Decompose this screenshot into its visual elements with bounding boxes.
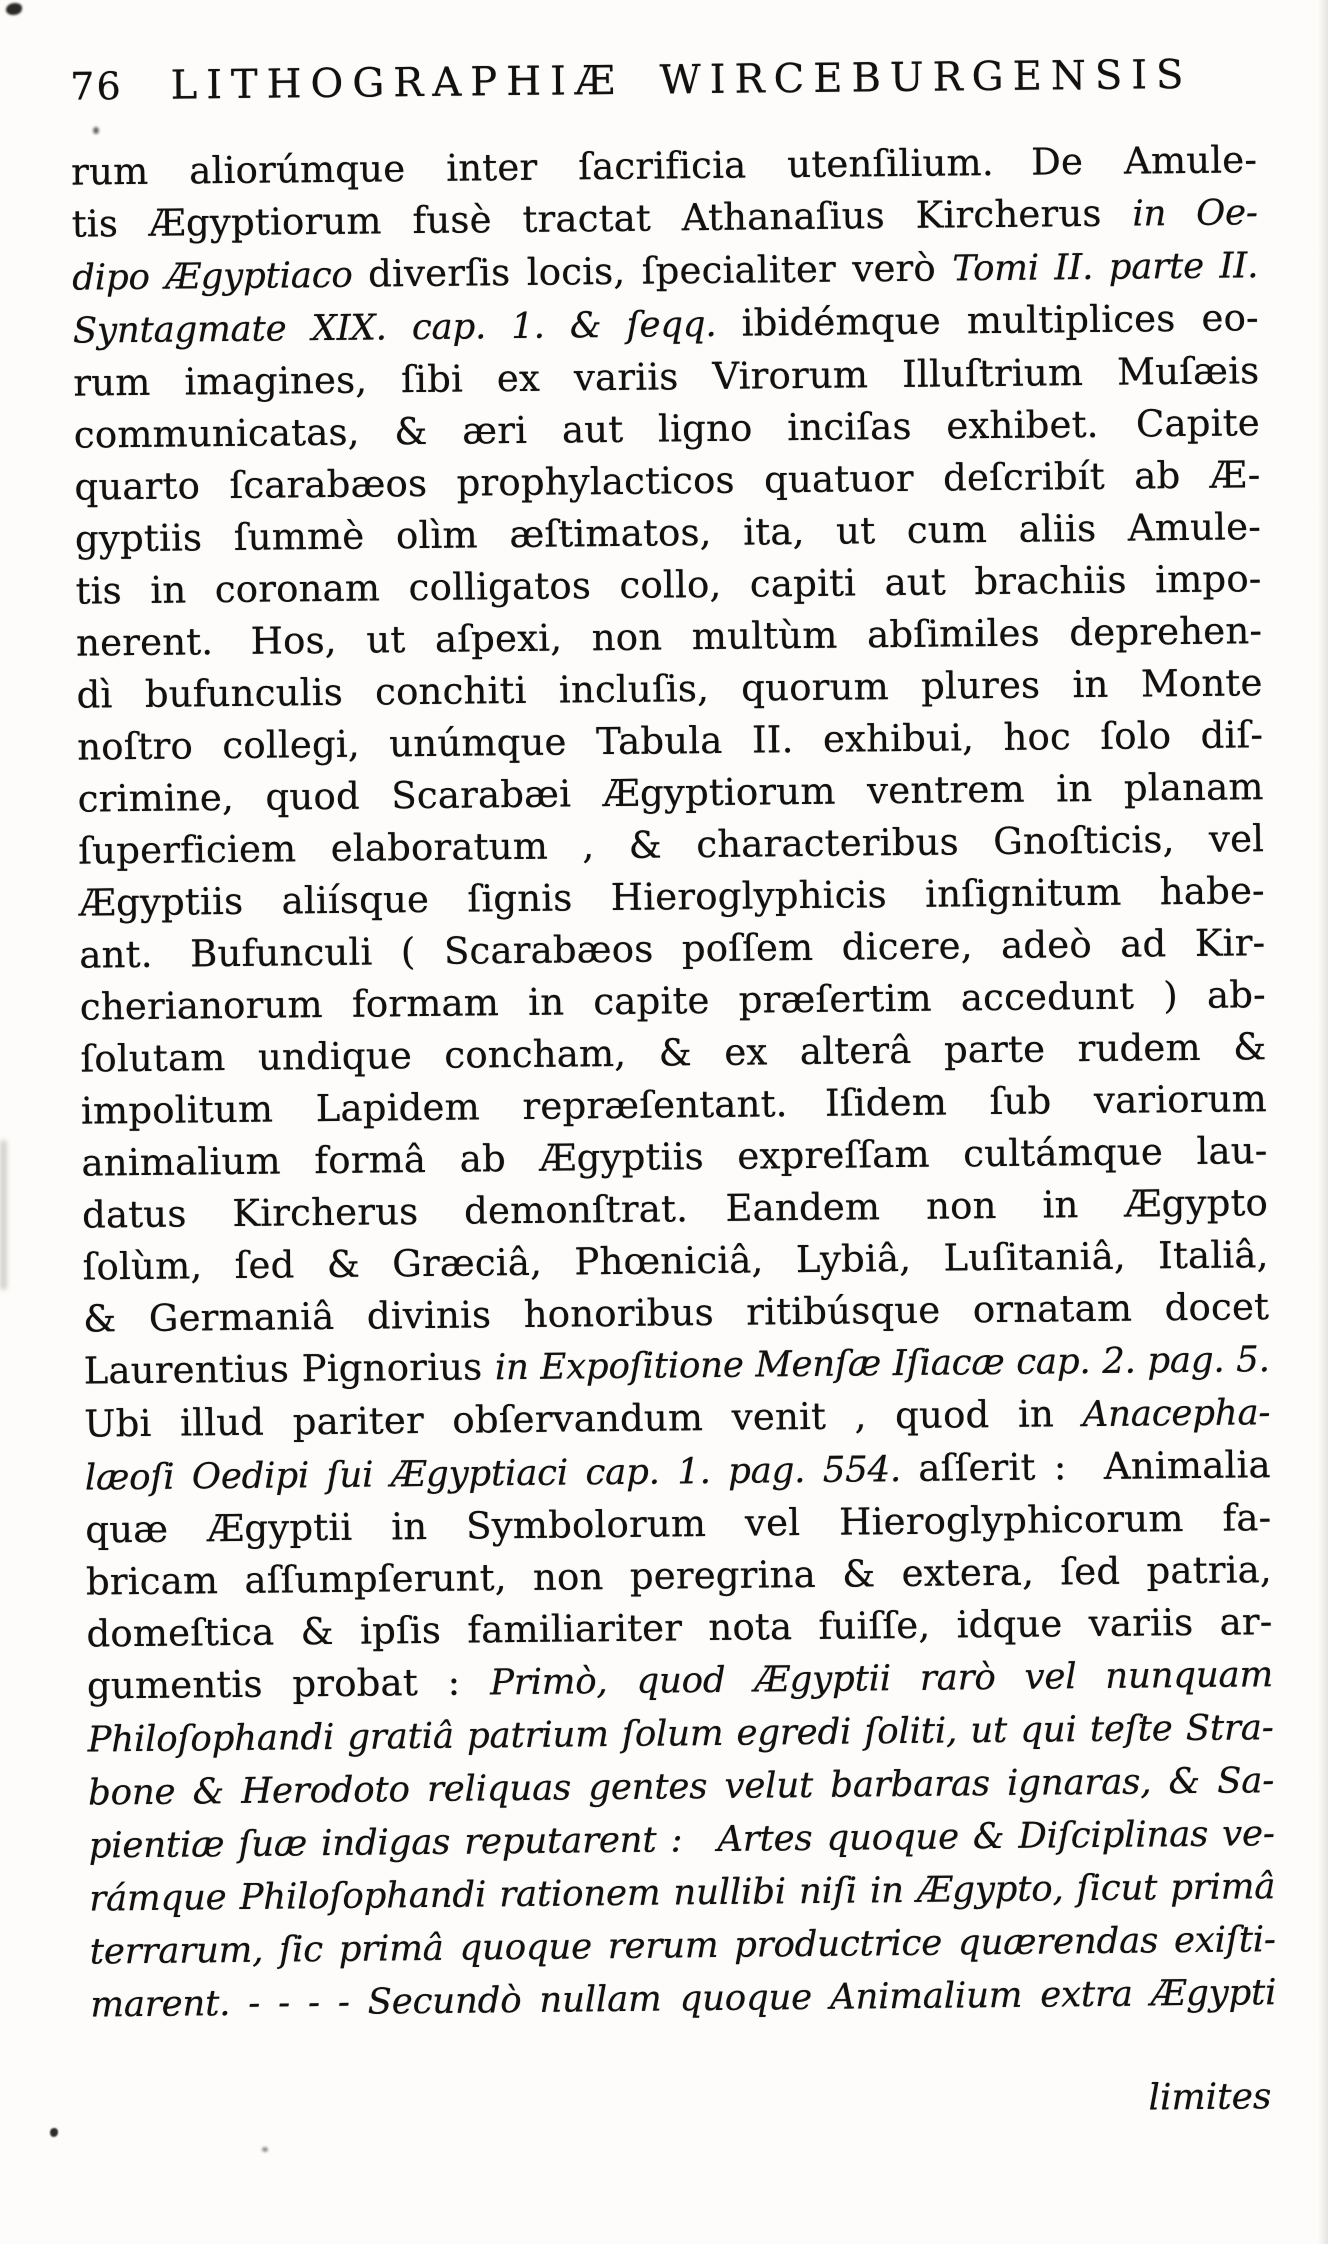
- italic-text-segment: terrarum, ſic primâ quoque rerum productrice quærendas exiſti-: [89, 1919, 1276, 1973]
- page-content: [70, 48, 1278, 2131]
- italic-text-segment: in Expoſitione Menſæ Iſiacæ cap. 2. pag. 5.: [494, 1339, 1270, 1389]
- italic-text-segment: dipo Ægyptiaco: [72, 254, 369, 299]
- italic-text-segment: Syntagmate XIX. cap. 1. & ſeqq.: [72, 303, 742, 352]
- italic-text-segment: pientiæ ſuæ indigas reputarent : Artes quoque & Diſciplinas ve-: [88, 1813, 1275, 1867]
- text-segment: Ægyptiis aliísque ſignis Hieroglyphicis inſignitum habe-: [78, 869, 1265, 925]
- text-segment: bricam aſſumpſerunt, non peregrina & extera, ſed patria,: [85, 1548, 1273, 1604]
- text-segment: gumentis probat :: [86, 1660, 491, 1708]
- text-segment: quarto ſcarabæos prophylacticos quatuor deſcribít ab Æ-: [74, 453, 1261, 509]
- text-segment: ibidémque multiplices eo-: [741, 296, 1259, 345]
- italic-text-segment: læoſi Oedipi ſui Ægyptiaci cap. 1. pag. 554.: [84, 1448, 919, 1499]
- text-segment: crimine, quod Scarabæi Ægyptiorum ventrem in planam: [77, 765, 1264, 821]
- italic-text-segment: Philoſophandi gratiâ patrium ſolum egredi ſoliti, ut qui teſte Stra-: [87, 1707, 1274, 1761]
- italic-text-segment: marent. - - - - Secundò nullam quoque Animalium extra Ægypti: [90, 1972, 1277, 2026]
- text-segment: gyptiis ſummè olìm æſtimatos, ita, ut cum aliis Amule-: [74, 505, 1262, 561]
- text-segment: impolitum Lapidem repræſentant. Iſidem ſub variorum: [80, 1077, 1268, 1133]
- scan-artifact-corner-speck: [6, 3, 22, 15]
- scan-artifact-speck: [262, 2147, 268, 2152]
- italic-text-segment: in Oe-: [1132, 192, 1258, 235]
- text-segment: aſſerit : Animalia: [918, 1443, 1271, 1490]
- text-segment: ſolutam undique concham, & ex alterâ parte rudem &: [80, 1025, 1267, 1081]
- text-segment: domeſtica & ipſis familiariter nota fuiſſe, idque variis ar-: [86, 1600, 1273, 1656]
- text-segment: nerent. Hos, ut aſpexi, non multùm abſimiles deprehen-: [75, 609, 1263, 665]
- text-segment: rum imagines, ſibi ex variis Virorum Illuſtrium Muſæis: [73, 349, 1260, 405]
- scan-artifact-speck: [50, 2128, 58, 2137]
- running-title: LITHOGRAPHIÆ WIRCEBURGENSIS: [170, 51, 1193, 109]
- text-segment: communicatas, & æri aut ligno inciſas exhibet. Capite: [73, 401, 1261, 457]
- text-segment: diverſis locis, ſpecialiter verò: [367, 246, 953, 296]
- text-segment: cherianorum formam in capite præſertim accedunt ) ab-: [79, 973, 1267, 1029]
- italic-text-segment: rámque Philoſophandi rationem nullibi niſi in Ægypto, ſicut primâ: [89, 1866, 1276, 1920]
- catchword-row: [91, 2075, 1277, 2131]
- text-segment: quæ Ægyptii in Symbolorum vel Hieroglyphicorum fa-: [85, 1496, 1272, 1552]
- text-segment: rum aliorúmque inter ſacrificia utenſilium. De Amule-: [70, 138, 1258, 194]
- text-segment: ant. Bufunculi ( Scarabæos poſſem dicere, adeò ad Kir-: [79, 921, 1266, 977]
- italic-text-segment: bone & Herodoto reliquas gentes velut barbaras ignaras, & Sa-: [87, 1760, 1275, 1814]
- running-head: [70, 48, 1256, 112]
- scan-artifact-margin-streak: [0, 1140, 7, 1290]
- text-segment: Ubi illud pariter obſervandum venit , quod in: [84, 1392, 1083, 1446]
- text-segment: tis in coronam colligatos collo, capiti aut brachiis impo-: [75, 557, 1262, 613]
- italic-text-segment: Tomi II. parte II.: [952, 245, 1259, 290]
- text-segment: datus Kircherus demonſtrat. Eandem non in Ægypto: [81, 1181, 1269, 1237]
- italic-text-segment: Primò, quod Ægyptii rarò vel nunquam: [489, 1654, 1274, 1704]
- text-segment: tis Ægyptiorum fusè tractat Athanaſius Kircherus: [71, 191, 1133, 246]
- scan-artifact-edge-shade: [1318, 0, 1328, 2244]
- body-text: [71, 134, 1277, 2031]
- text-segment: Laurentius Pignorius: [83, 1345, 496, 1393]
- text-segment: ſolùm, ſed & Græciâ, Phœniciâ, Lybiâ, Luſitaniâ, Italiâ,: [82, 1233, 1269, 1289]
- text-segment: & Germaniâ divinis honoribus ritibúsque ornatam docet: [82, 1285, 1270, 1341]
- catchword: limites: [1148, 2076, 1272, 2119]
- text-segment: noſtro collegi, unúmque Tabula II. exhibui, hoc ſolo diſ-: [76, 713, 1264, 769]
- text-segment: dì bufunculis conchiti incluſis, quorum plures in Monte: [76, 661, 1263, 717]
- text-segment: animalium formâ ab Ægyptiis expreſſam cultámque lau-: [81, 1129, 1268, 1185]
- italic-text-segment: Anacepha-: [1082, 1392, 1271, 1436]
- text-segment: ſuperficiem elaboratum , & characteribus Gnoſticis, vel: [78, 817, 1265, 873]
- text-line: [90, 1966, 1276, 2031]
- page-number: 76: [70, 64, 123, 109]
